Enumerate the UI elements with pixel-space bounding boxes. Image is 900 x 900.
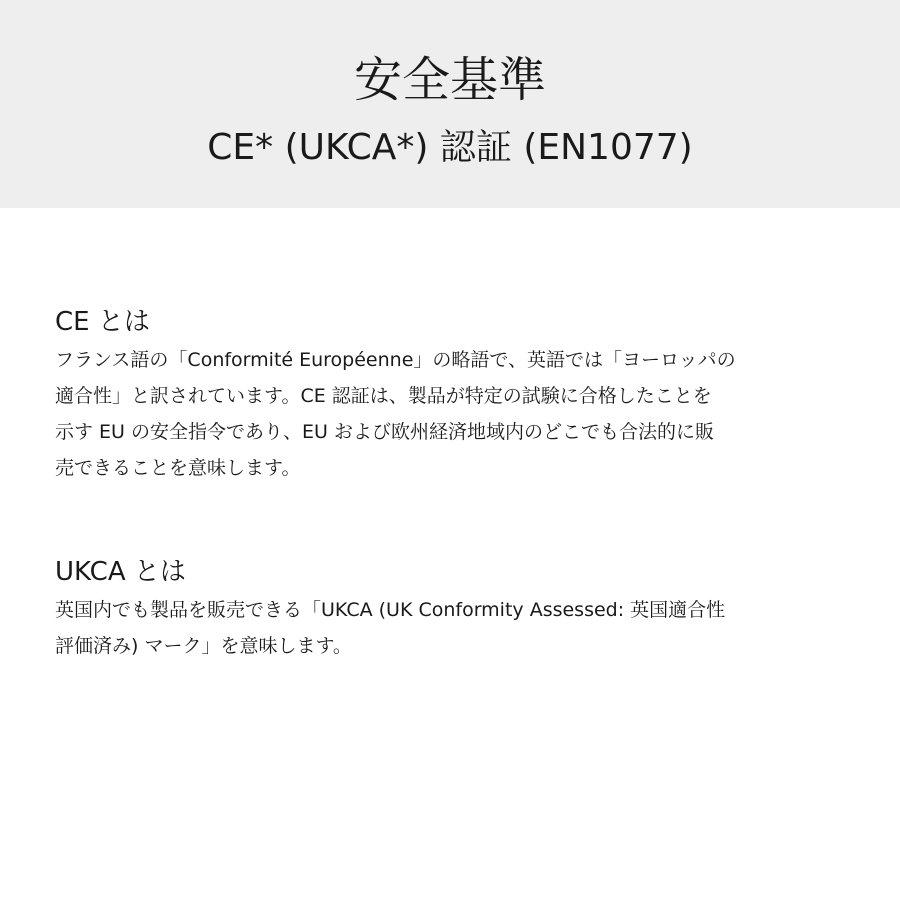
ce-heading: CE とは	[55, 307, 150, 337]
ce-section	[55, 302, 855, 486]
ukca-description-line: 評価済み) マーク」を意味します。	[55, 635, 352, 657]
ukca-heading: UKCA とは	[55, 557, 186, 587]
ce-description-line: フランス語の「Conformité Européenne」の略語で、英語では「ヨーロッパの	[55, 349, 736, 371]
page-title: 安全基準	[353, 52, 546, 108]
header-banner	[0, 0, 900, 208]
page-subtitle: CE* (UKCA*) 認証 (EN1077)	[207, 127, 693, 168]
ce-description	[55, 342, 855, 486]
ukca-section	[55, 552, 855, 664]
ce-description-line: 示す EU の安全指令であり、EU および欧州経済地域内のどこでも合法的に販	[55, 421, 714, 443]
ukca-description-line: 英国内でも製品を販売できる「UKCA (UK Conformity Assessed: 英国適合性	[55, 599, 726, 621]
ce-description-line: 売できることを意味します。	[55, 457, 301, 479]
ce-description-line: 適合性」と訳されています。CE 認証は、製品が特定の試験に合格したことを	[55, 385, 712, 407]
ukca-description	[55, 592, 855, 664]
